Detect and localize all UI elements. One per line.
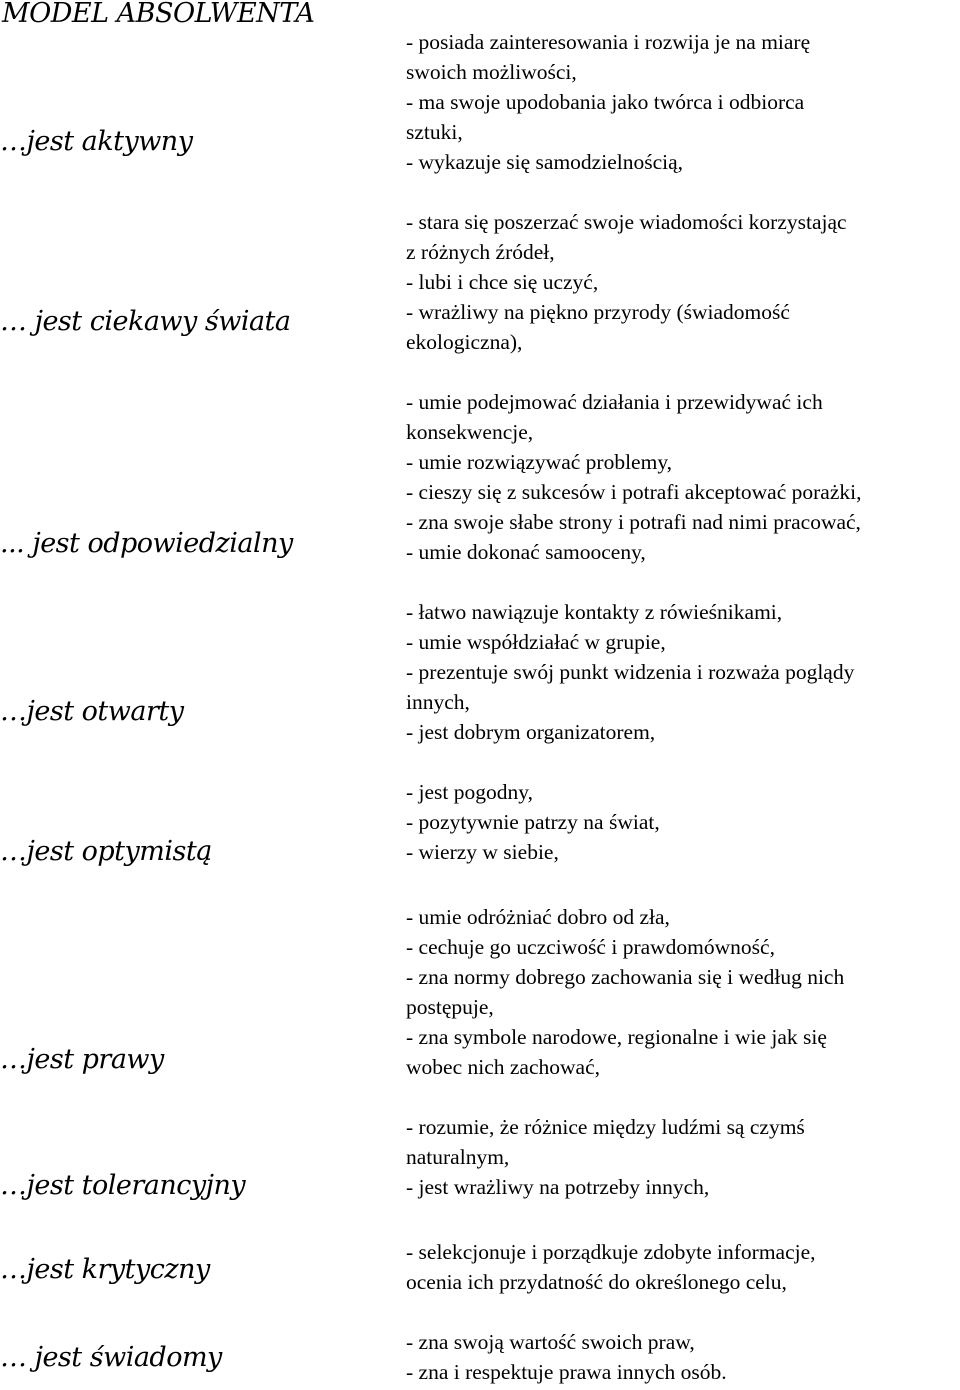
description-line: - ma swoje upodobania jako twórca i odbiorca <box>406 90 805 114</box>
trait-description <box>406 777 660 867</box>
description-line: - jest wrażliwy na potrzeby innych, <box>406 1175 710 1199</box>
trait-heading: … jest świadomy <box>0 1342 222 1373</box>
description-line: z różnych źródeł, <box>406 240 555 264</box>
trait-description <box>406 1112 805 1202</box>
description-line: - cechuje go uczciwość i prawdomówność, <box>406 935 775 959</box>
description-line: - selekcjonuje i porządkuje zdobyte informacje, <box>406 1240 816 1264</box>
description-line: - umie dokonać samooceny, <box>406 540 646 564</box>
description-line: - lubi i chce się uczyć, <box>406 270 599 294</box>
trait-heading: … jest ciekawy świata <box>0 306 291 337</box>
trait-heading: …jest prawy <box>0 1044 164 1075</box>
description-line: postępuje, <box>406 995 494 1019</box>
description-line: innych, <box>406 690 470 714</box>
description-line: - rozumie, że różnice między ludźmi są czymś <box>406 1115 805 1139</box>
description-line: - zna swoje słabe strony i potrafi nad nimi pracować, <box>406 510 861 534</box>
description-line: swoich możliwości, <box>406 60 577 84</box>
description-line: - umie współdziałać w grupie, <box>406 630 666 654</box>
trait-description <box>406 1237 816 1297</box>
description-line: ekologiczna), <box>406 330 523 354</box>
trait-heading: …jest otwarty <box>0 696 184 727</box>
trait-heading: …jest krytyczny <box>0 1254 210 1285</box>
description-line: - wrażliwy na piękno przyrody (świadomość <box>406 300 790 324</box>
description-line: - prezentuje swój punkt widzenia i rozważa poglądy <box>406 660 855 684</box>
description-line: - zna normy dobrego zachowania się i według nich <box>406 965 845 989</box>
trait-description <box>406 1327 727 1387</box>
description-line: - jest pogodny, <box>406 780 533 804</box>
trait-description <box>406 902 844 1082</box>
description-line: - stara się poszerzać swoje wiadomości korzystając <box>406 210 847 234</box>
description-line: - umie podejmować działania i przewidywać ich <box>406 390 823 414</box>
trait-description <box>406 27 810 177</box>
description-line: ocenia ich przydatność do określonego celu, <box>406 1270 787 1294</box>
description-line: - wierzy w siebie, <box>406 840 559 864</box>
trait-description <box>406 597 854 747</box>
trait-description <box>406 207 847 357</box>
description-line: - zna symbole narodowe, regionalne i wie jak się <box>406 1025 827 1049</box>
description-line: naturalnym, <box>406 1145 510 1169</box>
trait-heading: …jest optymistą <box>0 836 212 867</box>
description-line: sztuki, <box>406 120 463 144</box>
document-title: MODEL ABSOLWENTA <box>2 0 315 29</box>
description-line: - wykazuje się samodzielnością, <box>406 150 684 174</box>
trait-heading: …jest aktywny <box>0 126 193 157</box>
description-line: - łatwo nawiązuje kontakty z rówieśnikami, <box>406 600 783 624</box>
description-line: - pozytywnie patrzy na świat, <box>406 810 660 834</box>
description-line: - posiada zainteresowania i rozwija je na miarę <box>406 30 811 54</box>
description-line: - umie odróżniać dobro od zła, <box>406 905 670 929</box>
trait-heading: …jest tolerancyjny <box>0 1170 246 1201</box>
trait-heading: ... jest odpowiedzialny <box>0 528 293 559</box>
trait-description <box>406 387 862 567</box>
description-line: - zna i respektuje prawa innych osób. <box>406 1360 727 1384</box>
description-line: - cieszy się z sukcesów i potrafi akceptować porażki, <box>406 480 862 504</box>
description-line: - jest dobrym organizatorem, <box>406 720 656 744</box>
description-line: konsekwencje, <box>406 420 534 444</box>
description-line: - umie rozwiązywać problemy, <box>406 450 673 474</box>
description-line: wobec nich zachować, <box>406 1055 600 1079</box>
description-line: - zna swoją wartość swoich praw, <box>406 1330 695 1354</box>
